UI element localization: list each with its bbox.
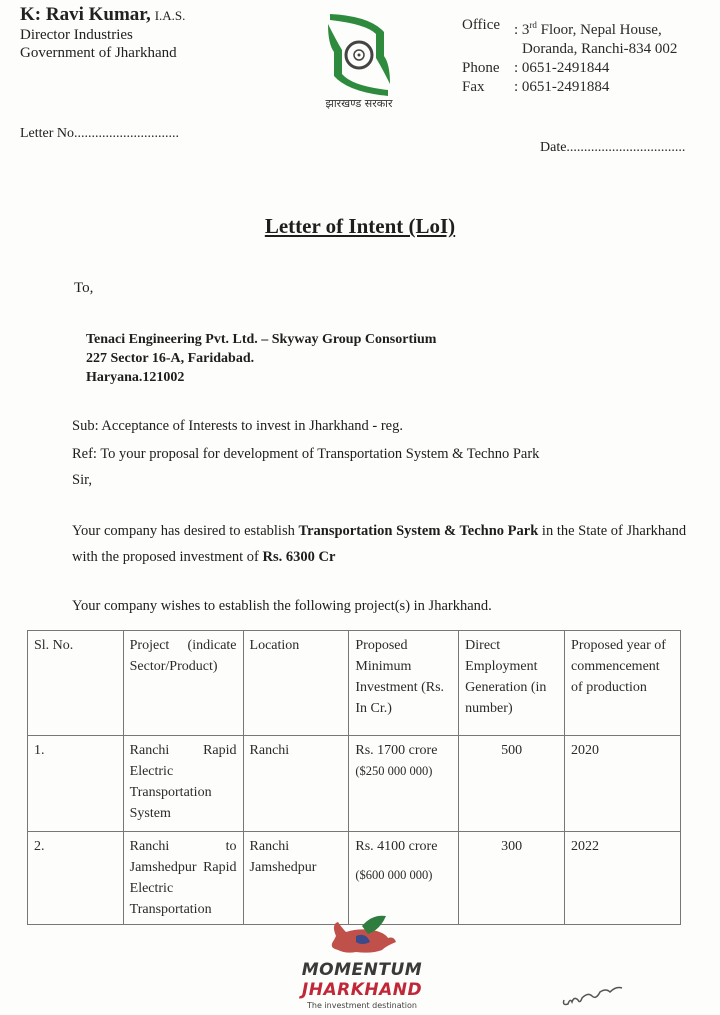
cell-location: Ranchi Jamshedpur xyxy=(243,832,349,925)
sender-department: Government of Jharkhand xyxy=(20,45,177,61)
logo-tagline: The investment destination xyxy=(307,1001,417,1010)
cell-employment: 500 xyxy=(459,736,565,832)
addressee-block xyxy=(86,330,436,387)
contact-block xyxy=(462,16,677,97)
cell-investment: Rs. 4100 crore ($600 000 000) xyxy=(349,832,459,925)
phone-label: Phone xyxy=(462,60,500,76)
logo-line-momentum: MOMENTUM xyxy=(301,960,423,980)
cell-project: Ranchi Rapid Electric Transportation System xyxy=(123,736,243,832)
cell-employment: 300 xyxy=(459,832,565,925)
table-header-row xyxy=(28,631,681,736)
projects-table xyxy=(27,630,681,925)
sender-designation: Director Industries xyxy=(20,27,133,43)
sender-block xyxy=(20,4,185,62)
salutation: Sir, xyxy=(72,472,92,488)
header-project: Project (indicate Sector/Product) xyxy=(123,631,243,736)
header-investment: Proposed Minimum Investment (Rs. In Cr.) xyxy=(349,631,459,736)
addressee-line2: 227 Sector 16-A, Faridabad. xyxy=(86,351,255,366)
cell-project: Ranchi to Jamshedpur Rapid Electric Transportation xyxy=(123,832,243,925)
cell-sl-no: 2. xyxy=(28,832,124,925)
header-year: Proposed year of commencement of production xyxy=(565,631,681,736)
sender-name: K: Ravi Kumar, xyxy=(20,4,151,25)
to-label: To, xyxy=(74,280,94,296)
table-row xyxy=(28,832,681,925)
logo-line-jharkhand: JHARKHAND xyxy=(301,980,423,1000)
reference-line: Ref: To your proposal for development of Transportation System & Techno Park xyxy=(72,446,540,462)
body-paragraph-2: Your company wishes to establish the following project(s) in Jharkhand. xyxy=(72,598,492,614)
phone-value: : 0651-2491844 xyxy=(514,60,610,76)
cell-location: Ranchi xyxy=(243,736,349,832)
body-paragraph-1: Your company has desired to establish Transportation System & Techno Park in the State of Jharkhand with the proposed investment of Rs. 6300 Cr xyxy=(72,523,687,565)
header-sl-no: Sl. No. xyxy=(28,631,124,736)
letter-number: Letter No.............................. xyxy=(20,126,180,141)
document-title: Letter of Intent (LoI) xyxy=(264,214,456,238)
sender-name-suffix: I.A.S. xyxy=(154,8,186,23)
office-line1: : 3rd Floor, Nepal House, xyxy=(514,20,662,38)
fax-value: : 0651-2491884 xyxy=(514,79,610,95)
signature-icon xyxy=(560,978,640,1008)
cell-year: 2020 xyxy=(565,736,681,832)
cell-investment: Rs. 1700 crore ($250 000 000) xyxy=(349,736,459,832)
office-line2: Doranda, Ranchi-834 002 xyxy=(522,41,678,57)
office-label: Office xyxy=(462,17,501,33)
table-row xyxy=(28,736,681,832)
addressee-line1: Tenaci Engineering Pvt. Ltd. – Skyway Group Consortium xyxy=(86,332,437,347)
header-employment: Direct Employment Generation (in number) xyxy=(459,631,565,736)
letter-date: Date.................................. xyxy=(540,140,686,155)
emblem-caption: झारखण्ड सरकार xyxy=(325,97,393,110)
cell-sl-no: 1. xyxy=(28,736,124,832)
subject-line: Sub: Acceptance of Interests to invest in Jharkhand - reg. xyxy=(72,418,403,434)
fax-label: Fax xyxy=(462,79,485,95)
cell-year: 2022 xyxy=(565,832,681,925)
header-location: Location xyxy=(243,631,349,736)
addressee-line3: Haryana.121002 xyxy=(86,370,185,385)
